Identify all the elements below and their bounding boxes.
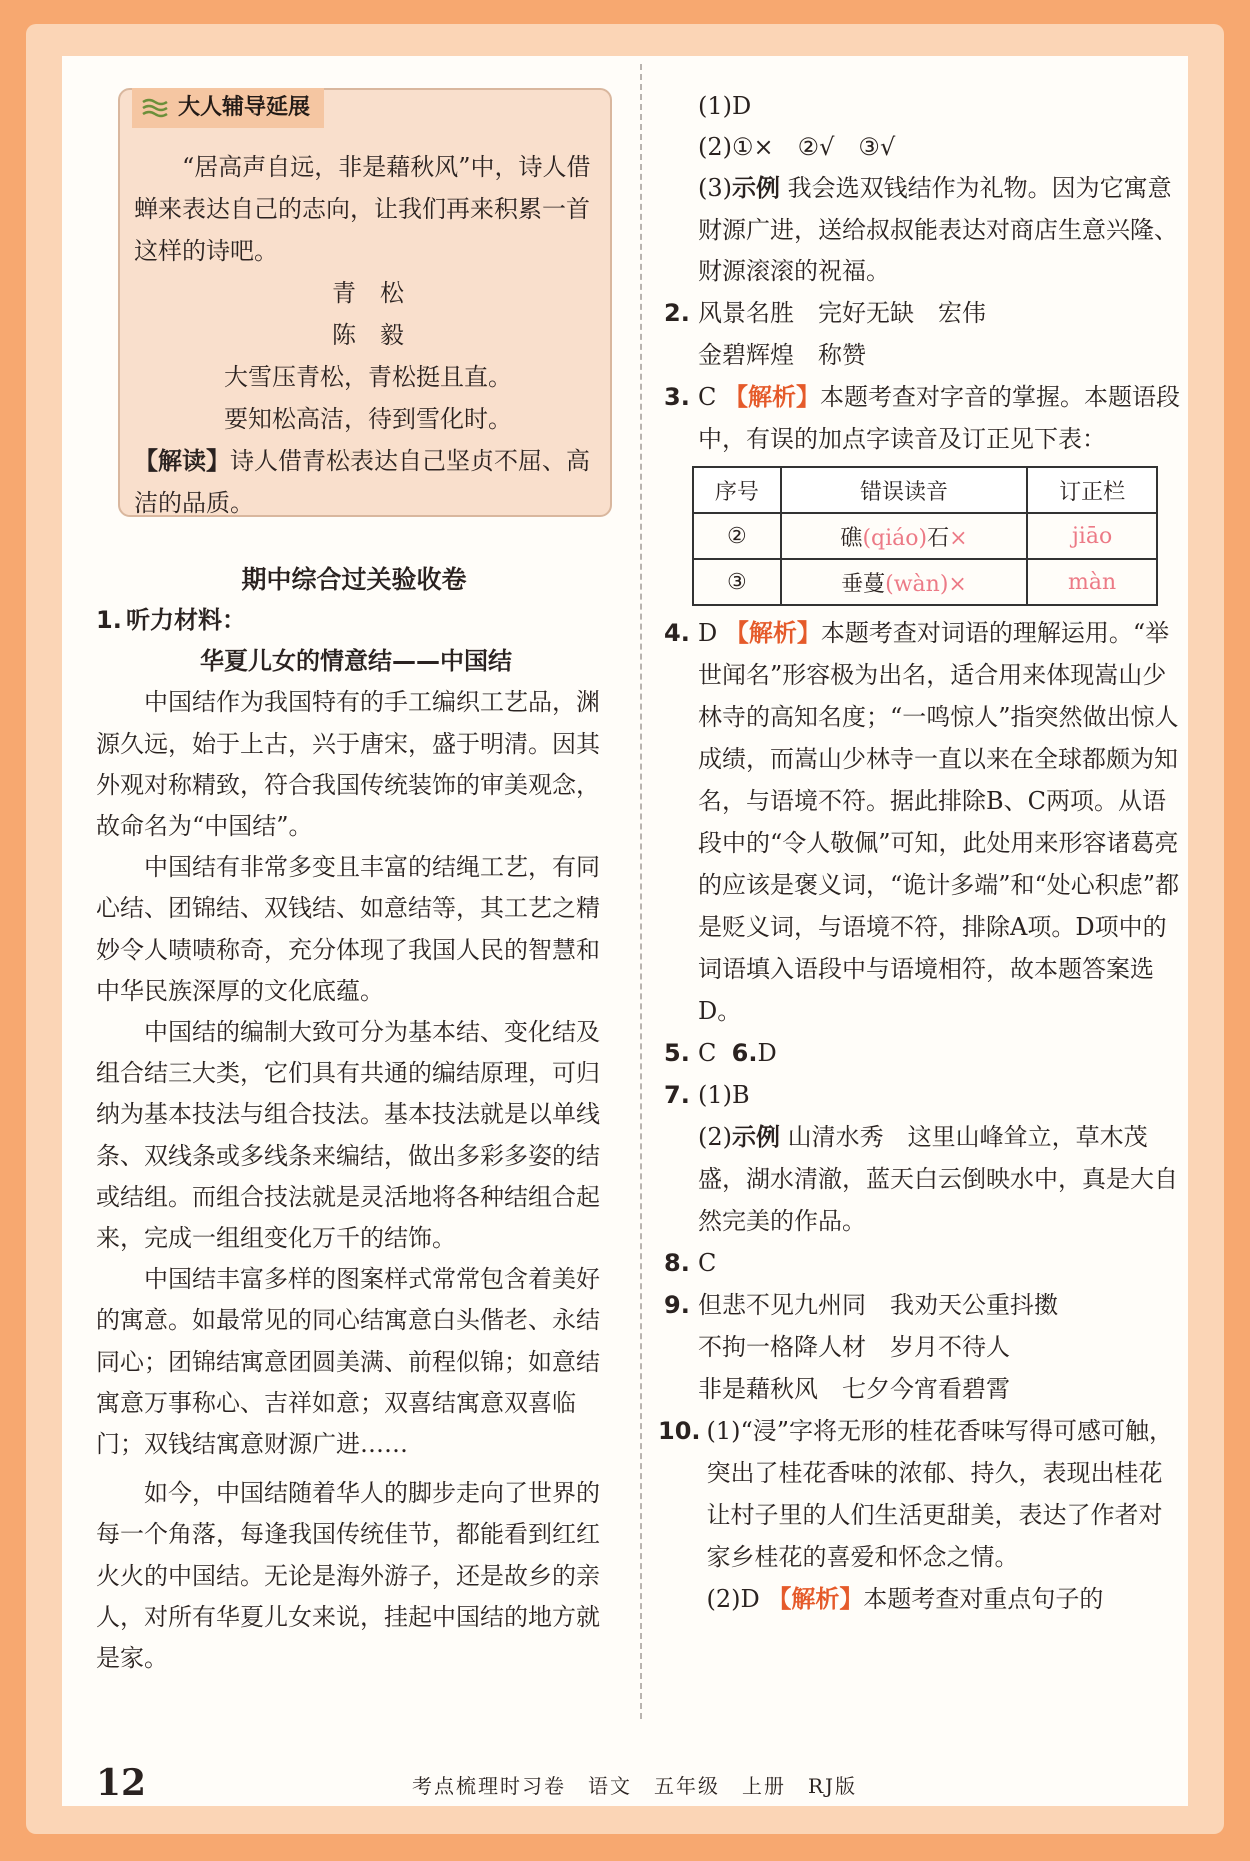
answer-6-number: 6. [731, 1039, 758, 1068]
poem-author: 陈 毅 [332, 321, 404, 349]
word: 礁 [840, 525, 863, 551]
q1-answer-1: (1)D [698, 92, 752, 120]
answer-7-part-2-text: 山清水秀 这里山峰耸立，草木茂盛，湖水清澈，蓝天白云倒映水中，真是大自然完美的作品。 [698, 1123, 1178, 1236]
pronunciation-table [692, 466, 1158, 606]
interp-text: 诗人借青松表达自己坚贞不屈、高洁的品质。 [134, 447, 590, 517]
wrong-pinyin: (qiáo) [862, 525, 928, 551]
table-cell-word [781, 559, 1027, 605]
answer-3-text: 本题考查对字音的掌握。本题语段中，有误的加点字读音及订正见下表： [698, 383, 1180, 454]
left-column [96, 600, 616, 1679]
right-column [658, 86, 1184, 1620]
book-info: 考点梳理时习卷 语文 五年级 上册 RJ版 [412, 1774, 858, 1798]
tip-tag-label: 大人辅导延展 [178, 95, 311, 120]
analysis-label: 【解析】 [724, 383, 820, 412]
section-title: 期中综合过关验收卷 [241, 565, 467, 594]
article-paragraph-1: 中国结作为我国特有的手工编织工艺品，渊源久远，始于上古，兴于唐宋，盛于明清。因其外观对称精致，符合我国传统装饰的审美观念，故命名为“中国结”。 [96, 688, 600, 841]
analysis-label: 【解析】 [767, 1585, 864, 1614]
analysis-label: 【解析】 [724, 619, 821, 648]
answer-8 [664, 1242, 1184, 1284]
word: 垂蔓 [841, 571, 886, 597]
table-row [693, 559, 1157, 605]
table-cell-fix: jiāo [1027, 513, 1157, 559]
table-cell-fix: màn [1027, 559, 1157, 605]
answer-2-line-2: 金碧辉煌 称赞 [698, 341, 866, 370]
answer-10-part-2-text: 本题考查对重点句子的 [863, 1585, 1104, 1614]
answer-2-line-1: 风景名胜 完好无缺 宏伟 [698, 299, 986, 328]
answer-9-line-2: 不拘一格降人材 岁月不待人 [698, 1333, 1010, 1362]
poem-line-1: 大雪压青松，青松挺且直。 [224, 363, 512, 391]
answer-10-part-1: (1)“浸”字将无形的桂花香味写得可感可触，突出了桂花香味的浓郁、持久，表现出桂花让村子里的人们生活更甜美，表达了作者对家乡桂花的喜爱和怀念之情。 [706, 1417, 1174, 1572]
answer-3-number: 3. [664, 383, 690, 412]
q1-heading [96, 600, 616, 641]
q1-number: 1. [96, 606, 122, 634]
answer-2-number: 2. [664, 299, 690, 328]
article-paragraph-3: 中国结的编制大致可分为基本结、变化结及组合结三大类，它们具有共通的编结原理，可归纳为基本技法与组合技法。基本技法就是以单线条、双线条或多线条来编结，做出多彩多姿的结或结组。而组合技法就是灵活地将各种结组合起来，完成一组组变化万千的结饰。 [96, 1018, 600, 1253]
table-cell-no: ② [693, 513, 781, 559]
table-cell-word [781, 513, 1027, 559]
interp-label: 【解读】 [134, 447, 230, 475]
answer-9-line-3: 非是藉秋风 七夕今宵看碧霄 [698, 1375, 1010, 1404]
tip-tag [132, 88, 324, 128]
answer-4-number: 4. [664, 619, 690, 648]
example-label: 示例 [732, 1123, 780, 1152]
table-cell-no: ③ [693, 559, 781, 605]
wrong-mark: × [949, 525, 968, 551]
q1-answer-3-text: 我会选双钱结作为礼物。因为它寓意财源广进，送给叔叔能表达对商店生意兴隆、财源滚滚的祝福。 [698, 174, 1178, 285]
answer-8-choice: C [698, 1249, 717, 1278]
page-number: 12 [96, 1762, 147, 1804]
table-header: 序号 [693, 467, 781, 513]
answer-10-number: 10. [658, 1417, 701, 1446]
table-header-row [693, 467, 1157, 513]
article-paragraph-2: 中国结有非常多变且丰富的结绳工艺，有同心结、团锦结、双钱结、如意结等，其工艺之精妙令人啧啧称奇，充分体现了我国人民的智慧和中华民族深厚的文化底蕴。 [96, 853, 600, 1005]
table-header: 错误读音 [781, 467, 1027, 513]
q1-answer-3-prefix: (3) [698, 174, 732, 203]
q1-answer-3 [698, 168, 1184, 292]
tip-intro: “居高声自远，非是藉秋风”中，诗人借蝉来表达自己的志向，让我们再来积累一首这样的诗吧。 [134, 153, 591, 265]
poem-interpretation [134, 440, 602, 524]
answer-8-number: 8. [664, 1249, 690, 1278]
answer-7-part-2-prefix: (2) [698, 1123, 732, 1152]
wave-icon [142, 97, 168, 119]
answer-10 [658, 1410, 1184, 1620]
answer-2 [664, 292, 1184, 376]
wrong-pinyin: (wàn) [885, 571, 949, 597]
article-paragraph-5: 如今，中国结随着华人的脚步走向了世界的每一个角落，每逢我国传统佳节，都能看到红红火火的中国结。无论是海外游子，还是故乡的亲人，对所有华夏儿女来说，挂起中国结的地方就是家。 [96, 1479, 600, 1673]
table-row [693, 513, 1157, 559]
answer-5-6 [664, 1032, 1184, 1074]
poem-line-2: 要知松高洁，待到雪化时。 [224, 405, 512, 433]
word-rest: 石 [927, 525, 950, 551]
answer-9 [664, 1284, 1184, 1410]
article-paragraph-4: 中国结丰富多样的图案样式常常包含着美好的寓意。如最常见的同心结寓意白头偕老、永结同心；团锦结寓意团圆美满、前程似锦；如意结寓意万事称心、吉祥如意；双喜结寓意双喜临门；双钱结寓意财源广进…… [96, 1265, 600, 1459]
answer-7 [664, 1074, 1184, 1242]
answer-3 [664, 376, 1184, 460]
answer-7-part-1: (1)B [698, 1081, 750, 1110]
tip-content [134, 146, 602, 524]
article-title: 华夏儿女的情意结——中国结 [200, 647, 512, 676]
answer-5-number: 5. [664, 1039, 690, 1068]
answer-3-choice: C [698, 383, 724, 412]
q1-label: 听力材料： [126, 606, 246, 634]
table-header: 订正栏 [1027, 467, 1157, 513]
wrong-mark: × [948, 571, 967, 597]
q1-answer-2: (2)①× ②√ ③√ [698, 133, 896, 162]
answer-10-part-2-choice: (2)D [706, 1585, 768, 1614]
answer-4-text: 本题考查对词语的理解运用。“举世闻名”形容极为出名，适合用来体现嵩山少林寺的高知名度；“一鸣惊人”指突然做出惊人成绩，而嵩山少林寺一直以来在全球都颇为知名，与语境不符。据此排除B、C两项。从语段中的“令人敬佩”可知，此处用来形容诸葛亮的应该是褒义词，“诡计多端”和“处心积虑”都是贬义词，与语境不符，排除A项。D项中的词语填入语段中与语境相符，故本题答案选D。 [698, 619, 1180, 1026]
column-divider [640, 64, 642, 1719]
answer-5-choice: C [698, 1039, 717, 1068]
answer-9-number: 9. [664, 1291, 690, 1320]
answer-4-choice: D [698, 619, 725, 648]
answer-9-line-1: 但悲不见九州同 我劝天公重抖擞 [698, 1291, 1058, 1320]
answer-4 [664, 612, 1184, 1032]
answer-6-choice: D [757, 1039, 777, 1068]
poem-title: 青 松 [332, 279, 404, 307]
example-label: 示例 [732, 174, 780, 203]
answer-7-number: 7. [664, 1081, 690, 1110]
q1-answers [664, 86, 1184, 292]
